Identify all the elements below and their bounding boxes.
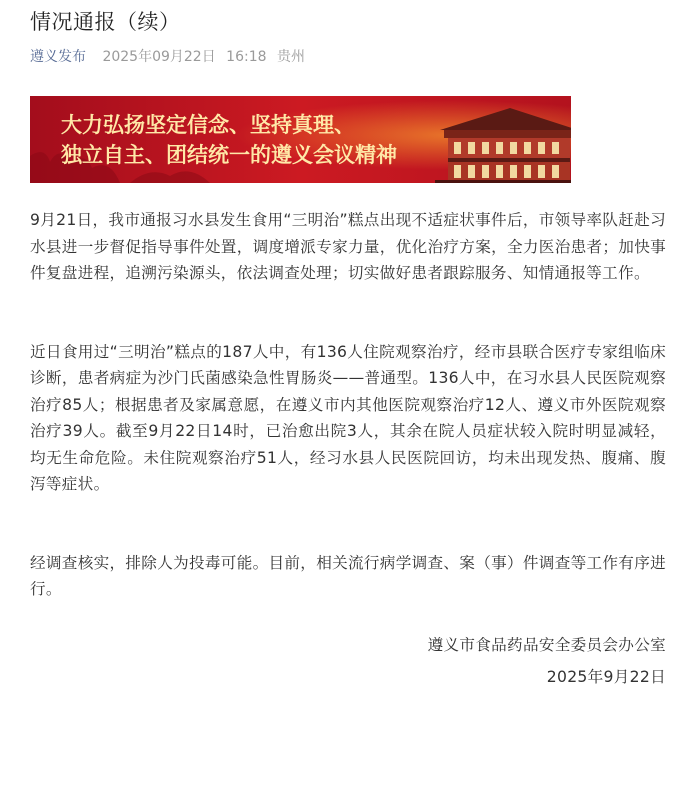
signature-date: 2025年9月22日: [546, 667, 666, 686]
publish-location: 贵州: [276, 49, 305, 65]
article-body: [30, 207, 666, 693]
publish-time: 16:18: [226, 49, 267, 65]
banner-image: [30, 96, 571, 183]
signature-org: 遵义市食品药品安全委员会办公室: [427, 635, 666, 654]
banner-line-1: 大力弘扬坚定信念、坚持真理、: [61, 113, 355, 137]
banner-graphic: [30, 96, 571, 183]
account-name-link[interactable]: 遵义发布: [30, 49, 86, 65]
paragraph-3: 经调查核实，排除人为投毒可能。目前，相关流行病学调查、案（事）件调查等工作有序进行。: [30, 553, 666, 598]
article-title: 情况通报（续）: [30, 10, 181, 34]
article-meta: [30, 46, 305, 66]
paragraph-1: 9月21日，我市通报习水县发生食用“三明治”糕点出现不适症状事件后，市领导率队赶赴习水县进一步督促指导事件处置，调度增派专家力量，优化治疗方案，全力医治患者；加快事件复盘进程，追溯污染源头，依法调查处理；切实做好患者跟踪服务、知情通报等工作。: [30, 211, 666, 282]
publish-date: 2025年09月22日: [102, 49, 216, 65]
banner-line-2: 独立自主、团结统一的遵义会议精神: [61, 143, 397, 167]
paragraph-2: 近日食用过“三明治”糕点的187人中，有136人住院观察治疗，经市县联合医疗专家组临床诊断，患者病症为沙门氏菌感染急性胃肠炎——普通型。136人中，在习水县人民医院观察治疗85人；根据患者及家属意愿，在遵义市内其他医院观察治疗12人、遵义市外医院观察治疗39人。截至9月22日14时，已治愈出院3人，其余在院人员症状较入院时明显减轻，均无生命危险。未住院观察治疗51人，经习水县人民医院回访，均未出现发热、腹痛、腹泻等症状。: [30, 342, 666, 493]
